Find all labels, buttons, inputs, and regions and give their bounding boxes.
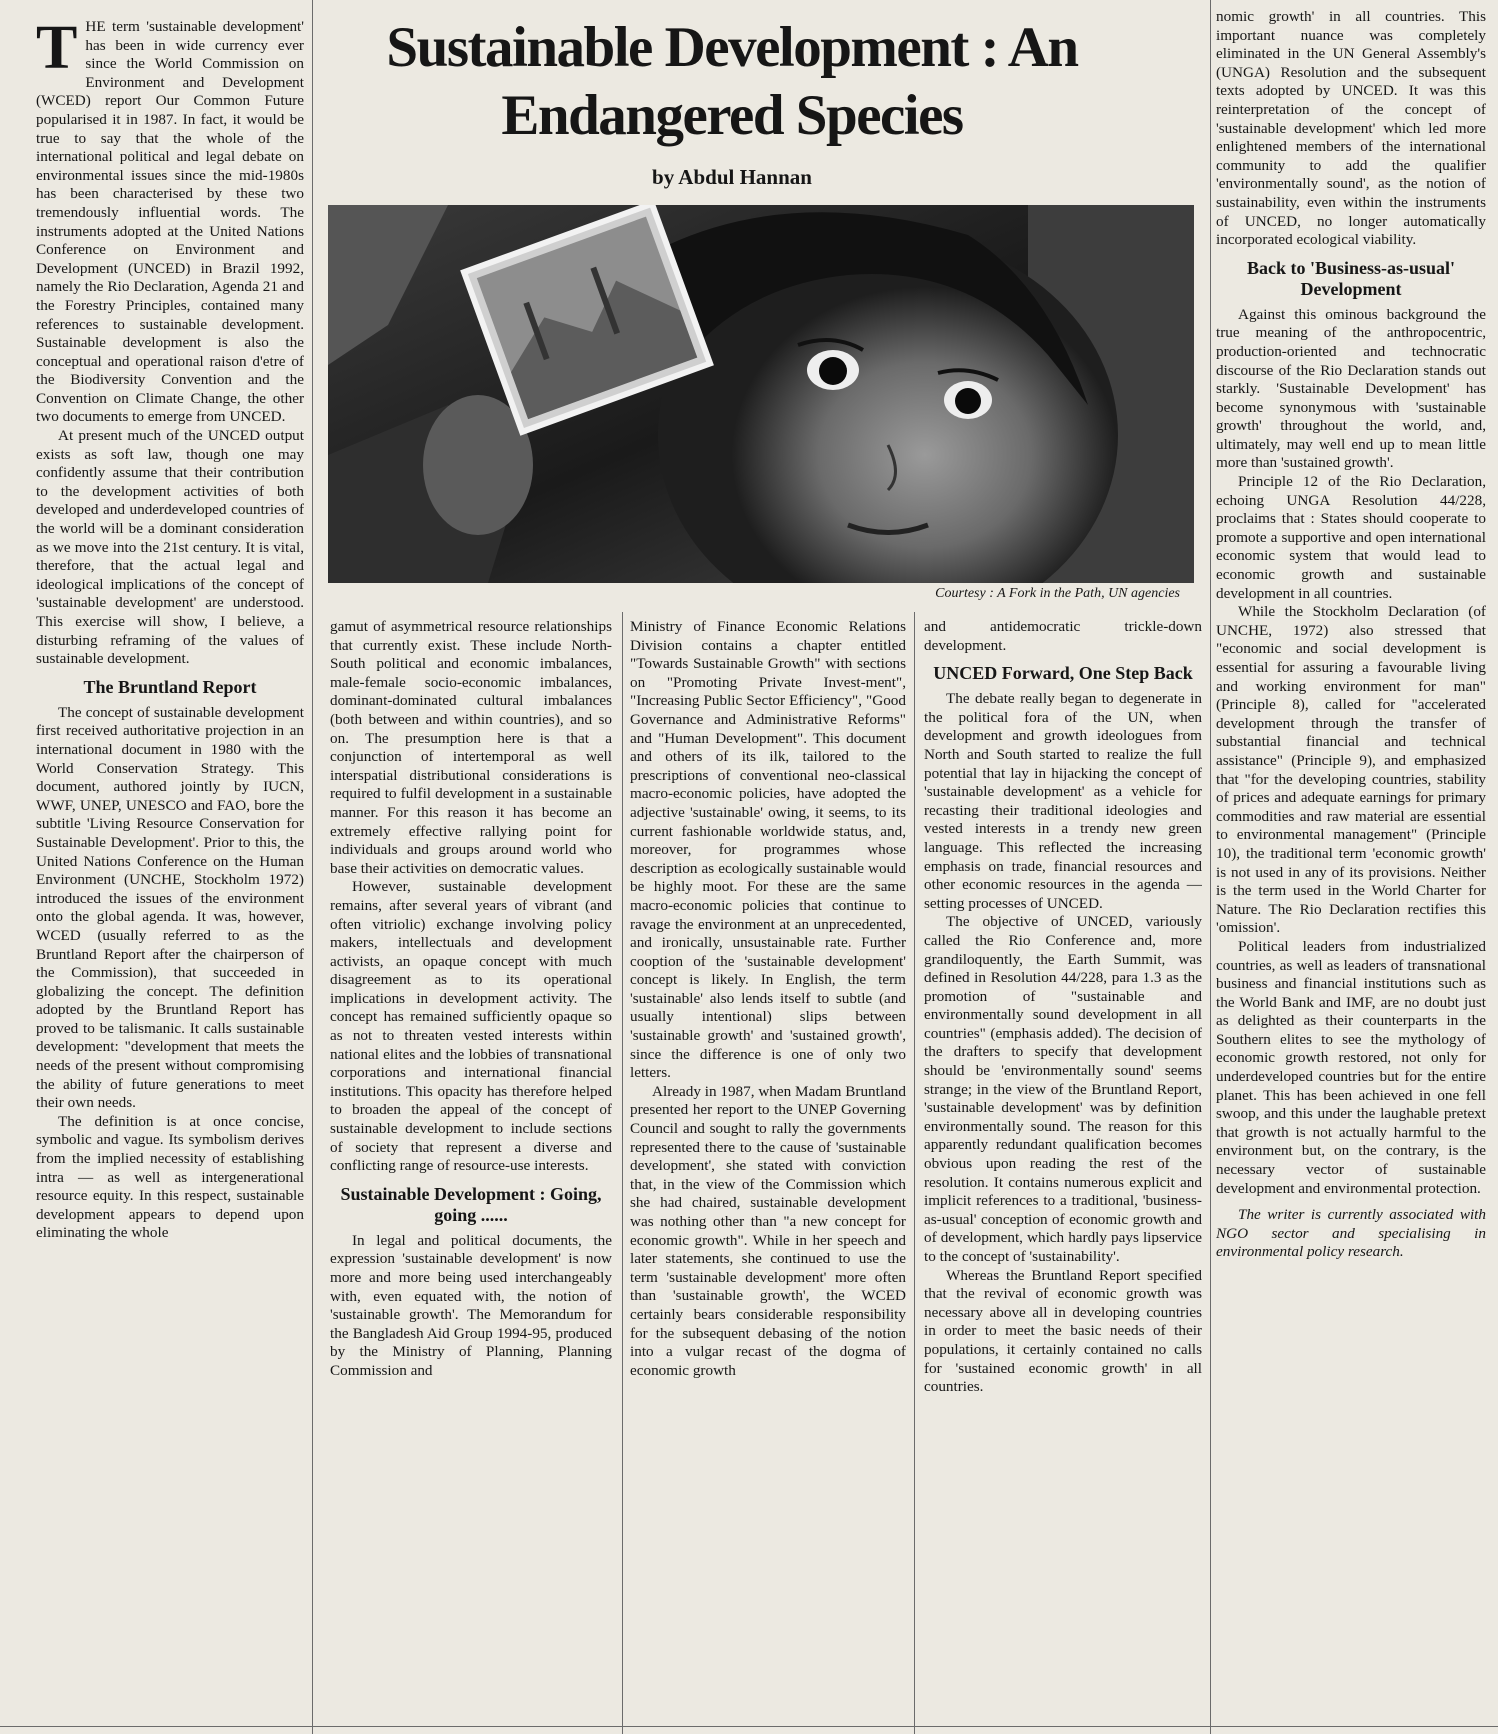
col5-para-5: Political leaders from industrialized countries, as well as leaders of transnational business and financial institutions such as the World Bank and IMF, are no doubt just as delighted as their counterparts in the Southern elites to see the mythology of economic growth restored, not only for underdeveloped countries but for the entire planet. This has been achieved in one fell swoop, and this under the laughable pretext that growth is not actually harmful to the environment but, on the contrary, is the necessary vector of sustainable development and environmental protection.: [1216, 937, 1486, 1197]
col1-para-3: The concept of sustainable development first received authoritative projection in an international document in 1980 with the World Conservation Strategy. This document, authored jointly by IUCN, WWF, UNEP, UNESCO and FAO, bore the subtitle 'Living Resource Conservation for Sustainable Development'. Prior to this, the United Nations Conference on the Human Environment (UNCHE, Stockholm 1972) introduced the issues of the environment onto the global agenda. It was, however, WCED (usually referred to as the Bruntland Report after the chairperson of the Commission), that succeeded in globalizing the concept. The definition adopted by the Bruntland Report has proved to be talismanic. It calls sustainable development: "development that meets the needs of the present without compromising the ability of future generations to meet their own needs.: [36, 703, 304, 1112]
section-heading-business: Back to 'Business-as-usual' Development: [1246, 257, 1456, 299]
photo-caption: Courtesy : A Fork in the Path, UN agencies: [935, 586, 1180, 601]
col2-para-1: gamut of asymmetrical resource relationships that currently exist. These include North-South political and economic imbalances, male-female socio-economic imbalances, dominant-dominated cultural imbalances (both between and within countries), and so on. The presumption here is that a conjunction of intertemporal as well interspatial distributional considerations is required to fulfil development in a sustainable manner. For this reason it has become an extremely effective rallying point for individuals and groups around world who base their activities on democratic values.: [330, 618, 612, 877]
col5-para-3: Principle 12 of the Rio Declaration, echoing UNGA Resolution 44/228, proclaims that : States should cooperate to promote a supportive and open international economic system that would lead to economic growth and sustainable development in all countries.: [1216, 473, 1486, 602]
headline: Sustainable Development : An Endangered Species: [386, 16, 1078, 147]
col3-para-2: Already in 1987, when Madam Bruntland presented her report to the UNEP Governing Council and sought to rally the governments represented there to the cause of 'sustainable development', she stated with conviction that, in the view of the Commission which she had chaired, sustainable development was nothing other than "a new concept for economic growth". While in her speech and later statements, she continued to use the term 'sustainable development' more often than 'sustainable growth', the WCED certainly bears considerable responsibility for the subsequent debasing of the notion into a vulgar recast of the dogma of economic growth: [630, 1082, 906, 1379]
col5-para-2: Against this ominous background the true meaning of the anthropocentric, production-oriented and technocratic discourse of the Rio Declaration stands out starkly. 'Sustainable Development' has become synonymous with 'sustainable growth' throughout the world, and, ultimately, may well end up to mean little more than 'sustained growth'.: [1216, 305, 1486, 472]
col5-para-1: nomic growth' in all countries. This important nuance was completely eliminated in the UN General Assembly's (UNGA) Resolution and the subsequent texts adopted by UNCED. It was this reinterpretation of the concept of 'sustainable development' which led more enlightened members of the international community to add the qualifier 'environmentally sound', as the notion of sustainability, even within the instruments of UNCED, no longer automatically incorporated ecological viability.: [1216, 8, 1486, 249]
drop-cap: T: [36, 18, 78, 82]
column-rule: [914, 612, 915, 1734]
child-photo-illustration: [328, 205, 1194, 583]
col4-para-4: Whereas the Bruntland Report specified that the revival of economic growth was necessary above all in developing countries in order to meet the basic needs of their populations, it certainly contained no calls for 'sustained economic growth' in all countries.: [924, 1266, 1202, 1396]
section-heading-bruntland: The Bruntland Report: [83, 676, 257, 697]
section-heading-going: Sustainable Development : Going, going ......: [340, 1183, 602, 1225]
col4-para-3: The objective of UNCED, variously called the Rio Conference and, more grandiloquently, the Earth Summit, was defined in Resolution 44/228, para 1.3 as the promotion of "sustainable and environmentally sound development in all countries" (emphasis added). The decision of the drafters to specify that development should be 'environmentally sound' seems strange; in the view of the Bruntland Report, 'sustainable development' was by definition environmentally sound. The reason for this apparently redundant qualification becomes obvious upon reading the rest of the resolution. It contains numerous explicit and implicit references to a traditional, 'business-as-usual' conception of economic growth and of development, which hardly pays lipservice to the concept of 'sustainability'.: [924, 913, 1202, 1265]
col5-para-4: While the Stockholm Declaration (of UNCHE, 1972) also stressed that "economic and social development is essential for assuring a favourable living and working environment for man" (Principle 8), called for "accelerated development through the transfer of substantial financial and technical assistance" (Principle 9), and emphasized that "for the developing countries, stability of prices and adequate earnings for primary commodities and raw material are essential to environmental management" (Principle 10), the traditional term 'economic growth' is not used in any of its provisions. Neither is the term used in the World Charter for Nature. The Rio Declaration rectifies this 'omission'.: [1216, 603, 1486, 937]
col1-para-4: The definition is at once concise, symbolic and vague. Its symbolism derives from the implied necessity of establishing intra — as well as intergenerational resource equity. In this respect, sustainable development appears to depend upon eliminating the whole: [36, 1112, 304, 1242]
col4-para-1: and antidemocratic trickle-down development.: [924, 618, 1202, 654]
byline: by Abdul Hannan: [652, 165, 812, 189]
column-1: [36, 18, 304, 1722]
col1-para-1: THE term 'sustainable development' has been in wide currency ever since the World Commission on Environment and Development (WCED) report Our Common Future popularised it in 1987. In fact, it would be true to say that the whole of the international political and legal debate on environmental issues since the mid-1980s has been characterised by these two tremendously influential words. The instruments adopted at the United Nations Conference on Environment and Development (UNCED) in Brazil 1992, namely the Rio Declaration, Agenda 21 and the Forestry Principles, contained many references to sustainable development. Sustainable development is also the conceptual and operational raison d'etre of the Biodiversity Convention and the Convention on Climate Change, the other two documents to emerge from UNCED.: [36, 18, 304, 426]
column-5: [1216, 8, 1486, 1722]
column-rule: [622, 612, 623, 1734]
col3-para-1: Ministry of Finance Economic Relations Division contains a chapter entitled "Towards Sustainable Growth" with sections on "Promoting Private Invest-ment", "Increasing Public Sector Efficiency", "Good Governance and Administrative Reforms" and "Human Development". This document and others of its ilk, tailored to the prescriptions of conventional neo-classical macro-economic policies, have adopted the adjective 'sustainable' owing, it seems, to its current fashionable worldwide status, and, moreover, for programmes whose description as ecologically sustainable would be highly moot. For these are the same macro-economic policies that continue to ravage the environment at an unprecedented, and ironically, unsustainable rate. Further cooption of the 'sustainable development' concept is likely. In English, the term 'sustainable' also lends itself to subtle (and usually intentional) slips between 'sustainable growth' and 'sustained growth', since the difference is one of only two letters.: [630, 618, 906, 1082]
section-heading-unced: UNCED Forward, One Step Back: [933, 663, 1193, 684]
col2-para-3: In legal and political documents, the expression 'sustainable development' is now more and more being used interchangeably with, even equated with, the notion of 'sustainable growth'. The Memorandum for the Bangladesh Aid Group 1994-95, produced by the Ministry of Planning, Planning Commission and: [330, 1231, 612, 1379]
column-rule: [1210, 0, 1211, 1734]
col4-para-2: The debate really began to degenerate in the political fora of the UN, when development and growth ideologues from North and South started to realize the full potential that lay in hijacking the concept of 'sustainable development' as a vehicle for recasting their traditional ideologies and vested interests in a trendy new green language. This reflected the increasing emphasis on trade, financial resources and other economic resources in the agenda — setting processes of UNCED.: [924, 690, 1202, 912]
column-4: [924, 618, 1202, 1722]
bottom-rule: [0, 1726, 1498, 1727]
column-rule: [312, 0, 313, 1734]
article-photo: [328, 205, 1194, 583]
author-credit: The writer is currently associated with NGO sector and specialising in environmental policy research.: [1216, 1206, 1486, 1261]
col2-para-2: However, sustainable development remains, after several years of vibrant (and often vitriolic) exchange involving policy makers, intellectuals and development activists, an opaque concept with much disagreement as to its operational implications in development activity. The concept has remained sufficiently opaque so as not to threaten vested interests within national elites and the lobbies of transnational corporations and international financial institutions. This opacity has therefore helped to broaden the appeal of the concept of sustainable development to include sections of society that represent a diverse and conflicting range of resource-use interests.: [330, 878, 612, 1175]
column-3: [630, 618, 906, 1722]
col1-para-2: At present much of the UNCED output exists as soft law, though one may confidently assume that their contribution to the development activities of both developed and underdeveloped countries of the world will be a dominant consideration as we move into the 21st century. It is vital, therefore, that the actual legal and ideological implications of the concept of 'sustainable development' are understood. This exercise will show, I believe, a disturbing reframing of the values of sustainable development.: [36, 427, 304, 668]
column-2: [330, 618, 612, 1722]
